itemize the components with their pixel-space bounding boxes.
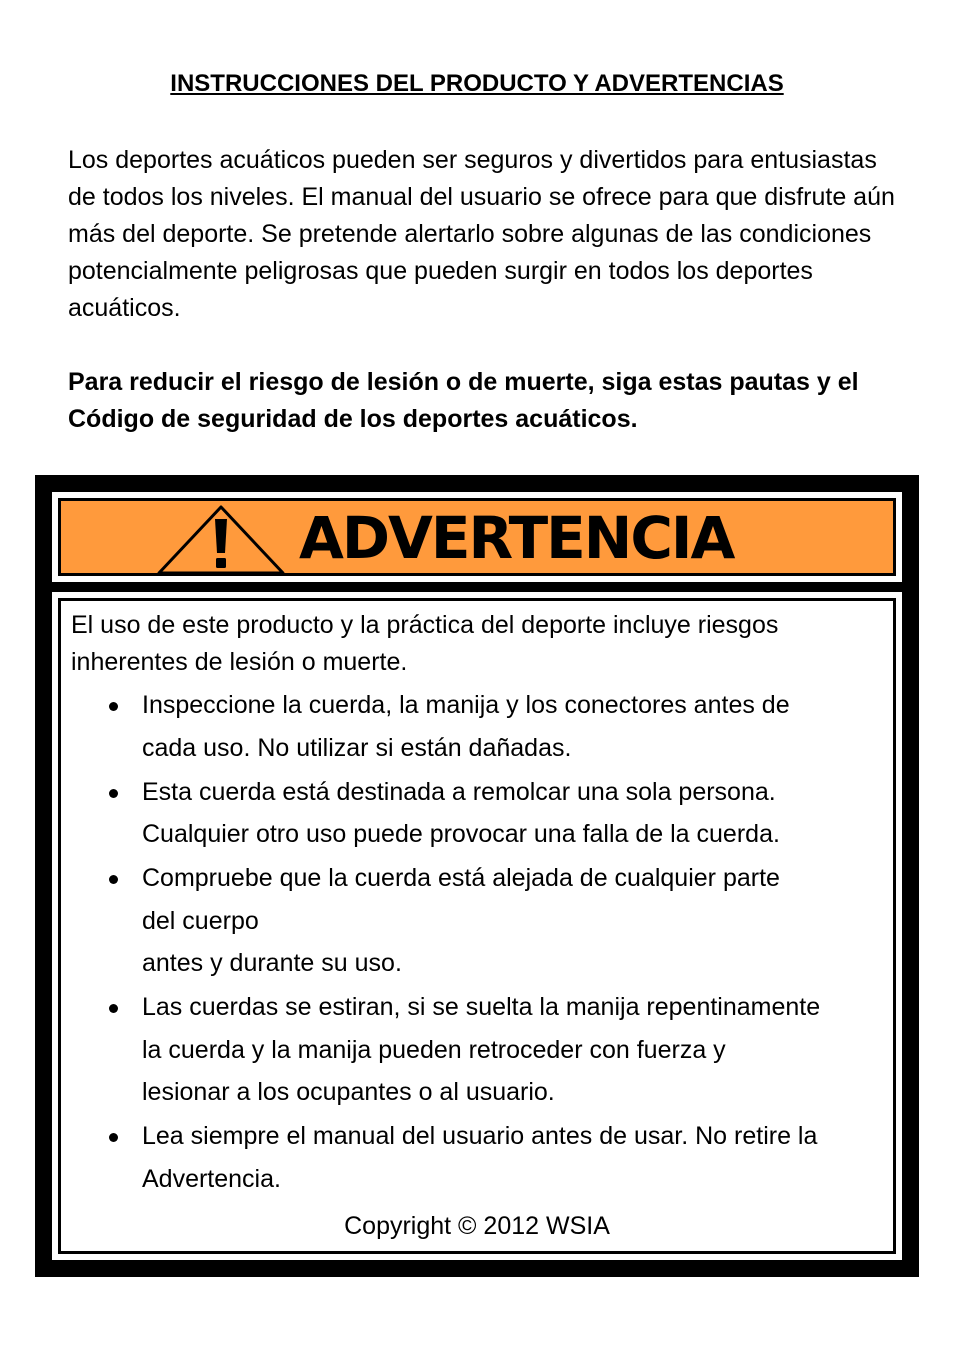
warning-label	[35, 475, 919, 1277]
list-item	[61, 771, 891, 856]
list-item	[61, 857, 891, 985]
list-item-line: Las cuerdas se estiran, si se suelta la manija repentinamente	[142, 993, 821, 1021]
warning-body	[52, 592, 902, 1260]
warning-triangle-icon	[155, 503, 287, 577]
warning-heading: ADVERTENCIA	[299, 504, 734, 572]
warning-lead-text: El uso de este producto y la práctica del deporte incluye riesgos inherentes de lesión o muerte.	[71, 611, 779, 676]
list-item-line: Compruebe que la cuerda está alejada de cualquier parte	[142, 864, 780, 892]
intro-paragraph: Los deportes acuáticos pueden ser seguros y divertidos para entusiastas de todos los niveles. El manual del usuario se ofrece para que disfrute aún más del deporte. Se pretende alertarlo sobre algunas de las condiciones potencialmente peligrosas que pueden surgir en todos los deportes acuáticos.	[68, 146, 895, 322]
list-item-line: del cuerpo	[142, 906, 259, 935]
warning-banner	[52, 492, 902, 582]
warning-banner-fill	[58, 498, 896, 576]
list-item	[61, 684, 891, 769]
warning-body-border	[58, 598, 896, 1254]
list-item-line: Lea siempre el manual del usuario antes de usar. No retire la	[142, 1122, 818, 1150]
page-title: INSTRUCCIONES DEL PRODUCTO Y ADVERTENCIAS	[170, 70, 784, 97]
list-item-line: lesionar a los ocupantes o al usuario.	[142, 1078, 555, 1106]
list-item-line: Advertencia.	[142, 1164, 281, 1193]
hazard-list	[61, 684, 891, 1202]
list-item	[61, 986, 891, 1114]
list-item-line: Esta cuerda está destinada a remolcar una sola persona.	[142, 777, 776, 806]
list-item-line: Cualquier otro uso puede provocar una falla de la cuerda.	[142, 820, 780, 848]
safety-emphasis-paragraph: Para reducir el riesgo de lesión o de muerte, siga estas pautas y el Código de seguridad de los deportes acuáticos.	[68, 368, 859, 433]
list-item-line: cada uso. No utilizar si están dañadas.	[142, 733, 572, 762]
list-item	[61, 1115, 891, 1200]
copyright-notice: Copyright © 2012 WSIA	[344, 1212, 610, 1240]
list-item-line: Inspeccione la cuerda, la manija y los conectores antes de	[142, 691, 790, 719]
list-item-line: la cuerda y la manija pueden retroceder con fuerza y	[142, 1035, 726, 1064]
list-item-line: antes y durante su uso.	[142, 949, 402, 977]
